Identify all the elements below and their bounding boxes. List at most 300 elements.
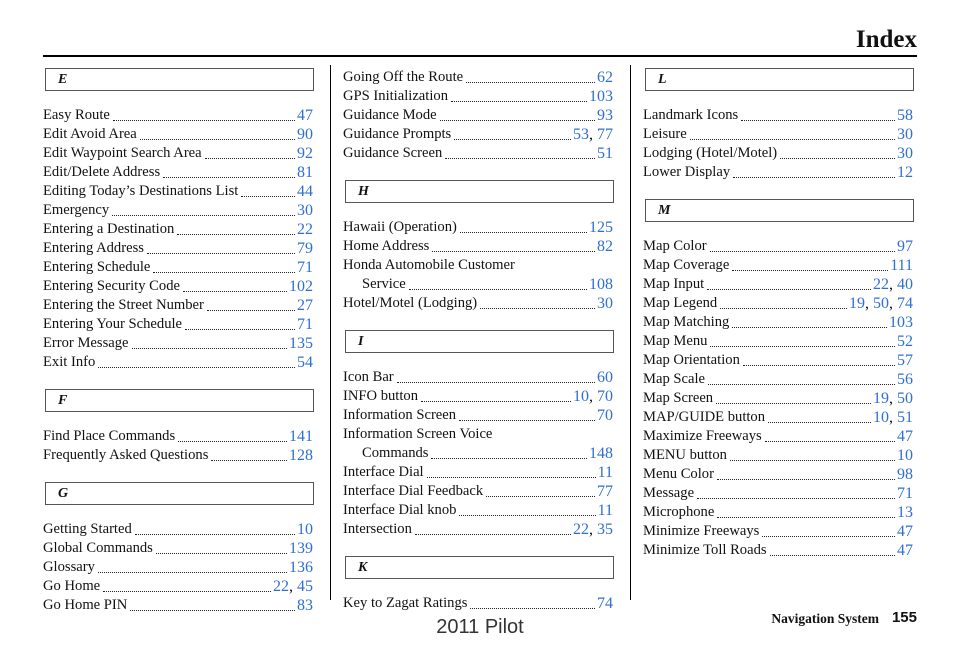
page-separator: ,	[589, 126, 597, 143]
dot-leader	[178, 441, 287, 442]
dot-leader	[770, 555, 895, 556]
dot-leader	[205, 158, 295, 159]
dot-leader	[733, 177, 895, 178]
index-entry-label: Entering Security Code	[43, 278, 180, 294]
dot-leader	[717, 479, 895, 480]
index-entry	[343, 501, 613, 520]
page-link[interactable]: 30	[897, 126, 913, 143]
page-link[interactable]: 47	[297, 107, 313, 124]
index-entry-label: MAP/GUIDE button	[643, 409, 766, 425]
page-link[interactable]: 103	[589, 88, 613, 105]
page-link[interactable]: 50	[873, 295, 889, 312]
page-link[interactable]: 70	[597, 388, 613, 405]
index-entry-label: Error Message	[43, 335, 129, 351]
index-entry-label: MENU button	[643, 447, 727, 463]
page-link[interactable]: 93	[597, 107, 613, 124]
page-link[interactable]: 51	[897, 409, 913, 426]
page-refs	[897, 106, 913, 125]
header-rule	[43, 55, 917, 57]
index-entry	[43, 558, 313, 577]
section-header-i: I	[345, 330, 614, 353]
page-refs	[597, 144, 613, 163]
page-link[interactable]: 82	[597, 238, 613, 255]
dot-leader	[454, 139, 571, 140]
page-link[interactable]: 10	[573, 388, 589, 405]
dot-leader	[156, 553, 287, 554]
index-entry	[343, 387, 613, 406]
section-gap	[343, 539, 613, 556]
dot-leader	[185, 329, 295, 330]
page-refs	[897, 370, 913, 389]
index-entry	[43, 315, 313, 334]
index-column-3	[643, 68, 913, 560]
dot-leader	[177, 234, 295, 235]
page-refs	[289, 446, 313, 465]
index-entry	[643, 106, 913, 125]
section-header-h: H	[345, 180, 614, 203]
dot-leader	[98, 572, 287, 573]
index-entry-label: Hotel/Motel (Lodging)	[343, 295, 478, 311]
index-entry	[643, 389, 913, 408]
index-entry	[643, 484, 913, 503]
page-refs	[897, 522, 913, 541]
dot-leader	[459, 515, 595, 516]
index-entry-label: Guidance Prompts	[343, 126, 452, 142]
index-entry	[343, 406, 613, 425]
page-link[interactable]: 97	[897, 238, 913, 255]
section-header-f: F	[45, 389, 314, 412]
index-entry	[643, 256, 913, 275]
dot-leader	[98, 367, 295, 368]
index-entry	[343, 68, 613, 87]
page-refs	[289, 427, 313, 446]
page-separator: ,	[589, 521, 597, 538]
index-entry	[43, 220, 313, 239]
index-entry	[43, 577, 313, 596]
page-link[interactable]: 35	[597, 521, 613, 538]
index-entry	[643, 125, 913, 144]
page-refs	[297, 182, 313, 201]
dot-leader	[207, 310, 295, 311]
page-refs	[297, 201, 313, 220]
index-entry	[343, 294, 613, 313]
index-entry	[43, 239, 313, 258]
page-refs	[889, 313, 913, 332]
index-entry-label: Information Screen Voice	[343, 426, 493, 442]
index-entry	[43, 277, 313, 296]
index-entry	[343, 368, 613, 387]
index-entry-label: Map Input	[643, 276, 705, 292]
page-separator: ,	[289, 578, 297, 595]
page-link[interactable]: 148	[589, 445, 613, 462]
index-entry-label: Go Home	[43, 578, 101, 594]
index-entry	[43, 334, 313, 353]
index-entry-label: Global Commands	[43, 540, 153, 556]
page-link[interactable]: 125	[589, 219, 613, 236]
dot-leader	[103, 591, 271, 592]
page-link[interactable]: 22	[873, 276, 889, 293]
index-entry-label: Map Scale	[643, 371, 706, 387]
index-entry	[643, 408, 913, 427]
dot-leader	[732, 327, 887, 328]
page-link[interactable]: 47	[897, 428, 913, 445]
dot-leader	[707, 289, 871, 290]
page-refs	[289, 277, 313, 296]
index-entry	[43, 596, 313, 615]
page-refs	[873, 389, 913, 408]
page-link[interactable]: 71	[297, 316, 313, 333]
page-refs	[589, 218, 613, 237]
page-link[interactable]: 19	[873, 390, 889, 407]
index-entry	[43, 296, 313, 315]
page-refs	[297, 520, 313, 539]
index-entry	[43, 106, 313, 125]
page-refs	[597, 594, 613, 613]
index-entry	[643, 446, 913, 465]
index-entry	[643, 351, 913, 370]
index-entry-label: Going Off the Route	[343, 69, 464, 85]
index-entry-label: Emergency	[43, 202, 110, 218]
page-refs	[573, 125, 613, 144]
page-link[interactable]: 10	[897, 447, 913, 464]
index-entry	[343, 482, 613, 501]
page-link[interactable]: 11	[597, 502, 613, 519]
index-entry-label: Glossary	[43, 559, 95, 575]
page-refs	[297, 144, 313, 163]
dot-leader	[211, 460, 287, 461]
page-separator: ,	[589, 388, 597, 405]
index-entry-label: Leisure	[643, 126, 687, 142]
index-entry	[643, 370, 913, 389]
page-link[interactable]: 77	[597, 126, 613, 143]
index-entry	[643, 427, 913, 446]
index-entry-label: Easy Route	[43, 107, 110, 123]
page-link[interactable]: 19	[849, 295, 865, 312]
dot-leader	[717, 517, 895, 518]
dot-leader	[147, 253, 295, 254]
page-refs	[597, 482, 613, 501]
page-separator: ,	[889, 390, 897, 407]
page-refs	[597, 406, 613, 425]
index-entry-label: Key to Zagat Ratings	[343, 595, 468, 611]
dot-leader	[480, 308, 595, 309]
index-entry-label: GPS Initialization	[343, 88, 448, 104]
index-entry-label: Service	[362, 276, 406, 292]
dot-leader	[743, 365, 895, 366]
index-entry-label: Frequently Asked Questions	[43, 447, 209, 463]
index-entry	[343, 237, 613, 256]
page-link[interactable]: 83	[297, 597, 313, 614]
index-entry	[343, 106, 613, 125]
dot-leader	[135, 534, 295, 535]
page-link[interactable]: 12	[897, 164, 913, 181]
dot-leader	[780, 158, 895, 159]
index-entry-label: Minimize Toll Roads	[643, 542, 767, 558]
page-link[interactable]: 139	[289, 540, 313, 557]
page-refs	[297, 125, 313, 144]
page-refs	[589, 87, 613, 106]
index-entry	[643, 332, 913, 351]
page-refs	[873, 275, 913, 294]
page-separator: ,	[889, 276, 897, 293]
index-entry	[643, 237, 913, 256]
page-refs	[297, 296, 313, 315]
page-separator: ,	[865, 295, 873, 312]
page-refs	[589, 444, 613, 463]
index-entry-label: Home Address	[343, 238, 430, 254]
page-link[interactable]: 108	[589, 276, 613, 293]
page-refs	[897, 446, 913, 465]
page-refs	[297, 106, 313, 125]
index-column-1	[43, 68, 313, 615]
index-entry	[43, 201, 313, 220]
page-refs	[297, 353, 313, 372]
page-refs	[897, 237, 913, 256]
page-refs	[289, 558, 313, 577]
page-link[interactable]: 22	[573, 521, 589, 538]
index-entry-label: Intersection	[343, 521, 412, 537]
dot-leader	[440, 120, 595, 121]
index-entry-label: Map Coverage	[643, 257, 730, 273]
page-link[interactable]: 57	[897, 352, 913, 369]
index-entry-label: Lower Display	[643, 164, 731, 180]
page-link[interactable]: 141	[289, 428, 313, 445]
index-entry-label: INFO button	[343, 388, 418, 404]
page-refs	[897, 351, 913, 370]
page-link[interactable]: 98	[897, 466, 913, 483]
page-link[interactable]: 44	[297, 183, 313, 200]
page-refs	[897, 465, 913, 484]
index-entry	[343, 87, 613, 106]
dot-leader	[415, 534, 571, 535]
page-link[interactable]: 11	[597, 464, 613, 481]
index-entry	[43, 258, 313, 277]
index-entry-label: Interface Dial Feedback	[343, 483, 484, 499]
page-link[interactable]: 70	[597, 407, 613, 424]
page-link[interactable]: 54	[297, 354, 313, 371]
index-entry-label: Guidance Screen	[343, 145, 443, 161]
index-entry-label: Maximize Freeways	[643, 428, 762, 444]
page-refs	[897, 332, 913, 351]
section-header-g: G	[45, 482, 314, 505]
index-entry	[343, 144, 613, 163]
index-entry	[643, 465, 913, 484]
index-entry-label: Landmark Icons	[643, 107, 739, 123]
page-link[interactable]: 79	[297, 240, 313, 257]
page-link[interactable]: 135	[289, 335, 313, 352]
dot-leader	[451, 101, 587, 102]
page-link[interactable]: 45	[297, 578, 313, 595]
page-refs	[597, 237, 613, 256]
index-entry	[343, 594, 613, 613]
dot-leader	[730, 460, 895, 461]
watermark: 2011 Pilot	[436, 616, 524, 638]
page-separator: ,	[889, 295, 897, 312]
page-link[interactable]: 74	[897, 295, 913, 312]
index-entry-label: Map Orientation	[643, 352, 740, 368]
index-entry-label: Interface Dial knob	[343, 502, 457, 518]
index-entry-label: Information Screen	[343, 407, 457, 423]
index-entry-label: Getting Started	[43, 521, 132, 537]
page-link[interactable]: 103	[889, 314, 913, 331]
section-header-k: K	[345, 556, 614, 579]
page-link[interactable]: 62	[597, 69, 613, 86]
dot-leader	[466, 82, 595, 83]
dot-leader	[768, 422, 871, 423]
index-entry-label: Edit/Delete Address	[43, 164, 161, 180]
dot-leader	[710, 346, 895, 347]
page-link[interactable]: 58	[897, 107, 913, 124]
dot-leader	[710, 251, 895, 252]
dot-leader	[460, 232, 587, 233]
index-entry-label: Icon Bar	[343, 369, 394, 385]
page-link[interactable]: 136	[289, 559, 313, 576]
page-link[interactable]: 30	[897, 145, 913, 162]
page-refs	[897, 484, 913, 503]
page-refs	[873, 408, 913, 427]
index-entry-label: Go Home PIN	[43, 597, 128, 613]
page-link[interactable]: 71	[297, 259, 313, 276]
page-link[interactable]: 56	[897, 371, 913, 388]
index-entry	[643, 541, 913, 560]
page-refs	[897, 503, 913, 522]
page-refs	[598, 501, 613, 520]
page-refs	[273, 577, 313, 596]
index-entry	[343, 218, 613, 237]
index-entry	[43, 520, 313, 539]
dot-leader	[732, 270, 888, 271]
page-refs	[289, 539, 313, 558]
page-link[interactable]: 10	[297, 521, 313, 538]
dot-leader	[113, 120, 295, 121]
page-link[interactable]: 60	[597, 369, 613, 386]
index-entry-label: Lodging (Hotel/Motel)	[643, 145, 778, 161]
page-link[interactable]: 51	[597, 145, 613, 162]
page-refs	[297, 220, 313, 239]
dot-leader	[708, 384, 895, 385]
index-entry	[43, 163, 313, 182]
page-link[interactable]: 47	[897, 523, 913, 540]
dot-leader	[421, 401, 571, 402]
index-entry	[43, 446, 313, 465]
page-separator: ,	[889, 409, 897, 426]
page-refs	[890, 256, 913, 275]
index-entry-label: Find Place Commands	[43, 428, 176, 444]
section-gap	[43, 372, 313, 389]
dot-leader	[183, 291, 287, 292]
index-entry-label: Honda Automobile Customer	[343, 257, 515, 273]
index-entry-label: Map Color	[643, 238, 707, 254]
index-entry-label: Guidance Mode	[343, 107, 437, 123]
index-entry-label: Commands	[362, 445, 429, 461]
page-refs	[297, 163, 313, 182]
dot-leader	[470, 608, 595, 609]
index-entry-label: Map Legend	[643, 295, 718, 311]
page-link[interactable]: 10	[873, 409, 889, 426]
page-refs	[297, 258, 313, 277]
index-entry	[343, 275, 613, 294]
dot-leader	[697, 498, 895, 499]
page-link[interactable]: 128	[289, 447, 313, 464]
index-entry	[343, 463, 613, 482]
page-refs	[897, 125, 913, 144]
page-link[interactable]: 111	[890, 257, 913, 274]
index-entry-label: Editing Today’s Destinations List	[43, 183, 239, 199]
index-entry-label: Minimize Freeways	[643, 523, 760, 539]
page-link[interactable]: 81	[297, 164, 313, 181]
dot-leader	[140, 139, 295, 140]
index-entry-label: Entering the Street Number	[43, 297, 204, 313]
page-link[interactable]: 30	[597, 295, 613, 312]
column-divider	[330, 65, 331, 600]
page-link[interactable]: 47	[897, 542, 913, 559]
page-link[interactable]: 30	[297, 202, 313, 219]
section-header-m: M	[645, 199, 914, 222]
index-entry-label: Map Screen	[643, 390, 714, 406]
dot-leader	[132, 348, 287, 349]
dot-leader	[432, 251, 595, 252]
page-refs	[589, 275, 613, 294]
page-refs	[297, 315, 313, 334]
page-link[interactable]: 53	[573, 126, 589, 143]
page-refs	[573, 387, 613, 406]
page-refs	[297, 596, 313, 615]
dot-leader	[409, 289, 587, 290]
index-entry	[643, 522, 913, 541]
page-title: Index	[855, 26, 917, 53]
page-link[interactable]: 27	[297, 297, 313, 314]
page-link[interactable]: 102	[289, 278, 313, 295]
page-refs	[897, 163, 913, 182]
index-entry-label: Hawaii (Operation)	[343, 219, 457, 235]
page-link[interactable]: 74	[597, 595, 613, 612]
index-entry	[43, 353, 313, 372]
index-entry-label: Entering Schedule	[43, 259, 151, 275]
page-link[interactable]: 77	[597, 483, 613, 500]
page-refs	[597, 368, 613, 387]
page-refs	[598, 463, 613, 482]
dot-leader	[397, 382, 595, 383]
index-entry-label: Map Menu	[643, 333, 708, 349]
index-entry	[643, 294, 913, 313]
page-link[interactable]: 71	[897, 485, 913, 502]
index-entry	[43, 182, 313, 201]
page-link[interactable]: 22	[297, 221, 313, 238]
page-link[interactable]: 50	[897, 390, 913, 407]
page-link[interactable]: 13	[897, 504, 913, 521]
page-link[interactable]: 52	[897, 333, 913, 350]
page-link[interactable]: 92	[297, 145, 313, 162]
index-column-2	[343, 68, 613, 613]
section-gap	[343, 163, 613, 180]
section-gap	[343, 313, 613, 330]
index-entry	[43, 427, 313, 446]
index-entry-label: Map Matching	[643, 314, 730, 330]
dot-leader	[427, 477, 596, 478]
section-header-e: E	[45, 68, 314, 91]
page-number: 155	[891, 609, 917, 626]
page-refs	[297, 239, 313, 258]
page-link[interactable]: 90	[297, 126, 313, 143]
index-entry-label: Interface Dial	[343, 464, 424, 480]
index-entry-label: Entering Address	[43, 240, 144, 256]
index-entry-label: Entering a Destination	[43, 221, 175, 237]
dot-leader	[765, 441, 895, 442]
page-refs	[897, 541, 913, 560]
index-entry-label: Exit Info	[43, 354, 96, 370]
page-link[interactable]: 22	[273, 578, 289, 595]
page-link[interactable]: 40	[897, 276, 913, 293]
